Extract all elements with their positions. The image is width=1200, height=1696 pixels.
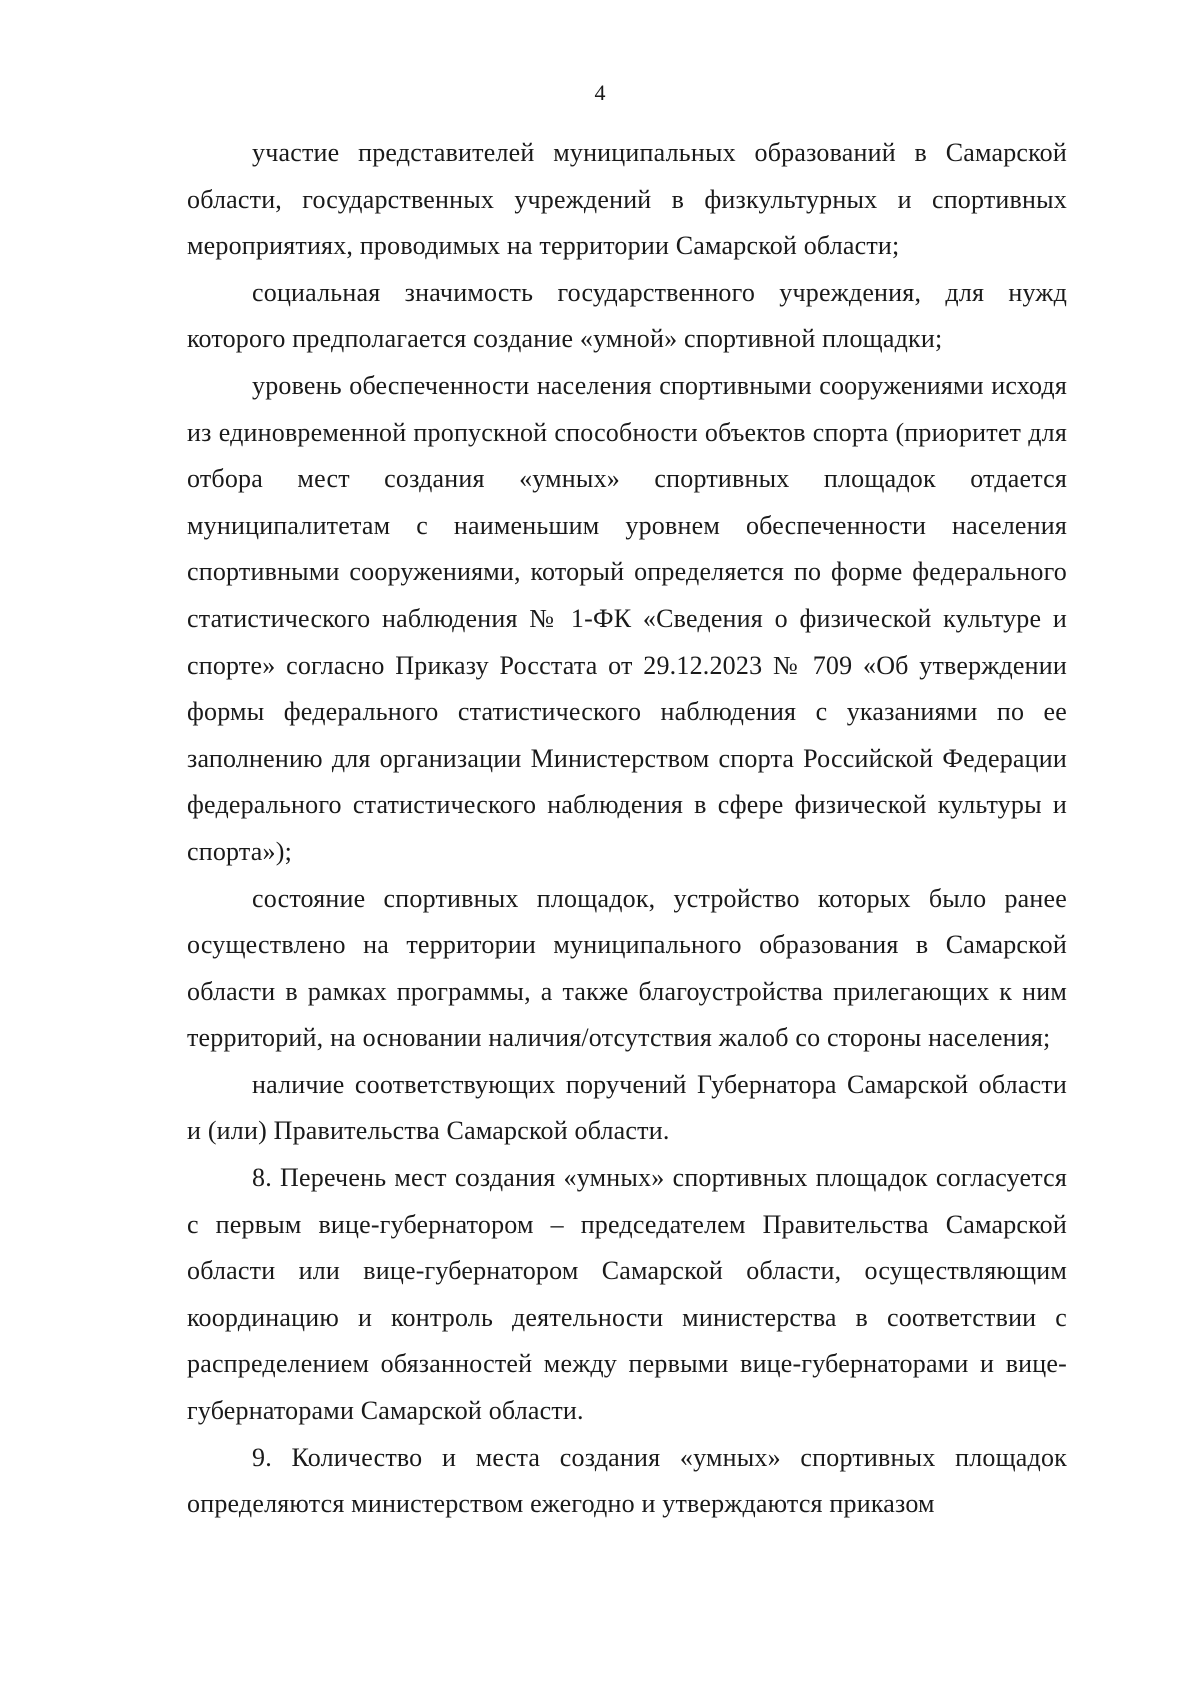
paragraph-social-significance: социальная значимость государственного учреждения, для нужд которого предполагается создание «умной» спортивной площадки; [187, 277, 1067, 354]
paragraph-provision-level: уровень обеспеченности населения спортивными сооружениями исходя из единовременной пропускной способности объектов спорта (приоритет для отбора мест создания «умных» спортивных площадок отдается муниципалитетам с наименьшим уровнем обеспеченности населения спортивными сооружениями, который определяется по форме федерального статистического наблюдения № 1-ФК «Сведения о физической культуре и спорте» согласно Приказу Росстата от 29.12.2023 № 709 «Об утверждении формы федерального статистического наблюдения с указаниями по ее заполнению для организации Министерством спорта Российской Федерации федерального статистического наблюдения в сфере физической культуры и спорта»); [187, 370, 1067, 866]
paragraph-governor-orders: наличие соответствующих поручений Губернатора Самарской области и (или) Правительства Самарской области. [187, 1069, 1067, 1146]
paragraph-playground-condition: состояние спортивных площадок, устройство которых было ранее осуществлено на территории муниципального образования в Самарской области в рамках программы, а также благоустройства прилегающих к ним территорий, на основании наличия/отсутствия жалоб со стороны населения; [187, 883, 1067, 1053]
page-number: 4 [594, 80, 606, 105]
paragraph-participation: участие представителей муниципальных образований в Самарской области, государственных учреждений в физкультурных и спортивных мероприятиях, проводимых на территории Самарской области; [187, 138, 1067, 261]
paragraph-item-8: 8. Перечень мест создания «умных» спортивных площадок согласуется с первым вице-губернатором – председателем Правительства Самарской области или вице-губернатором Самарской области, осуществляющим координацию и контроль деятельности министерства в соответствии с распределением обязанностей между первыми вице-губернаторами и вице-губернаторами Самарской области. [187, 1163, 1067, 1426]
paragraph-item-9: 9. Количество и места создания «умных» спортивных площадок определяются министерством ежегодно и утверждаются приказом [187, 1442, 1067, 1519]
document-body [187, 130, 1067, 1528]
